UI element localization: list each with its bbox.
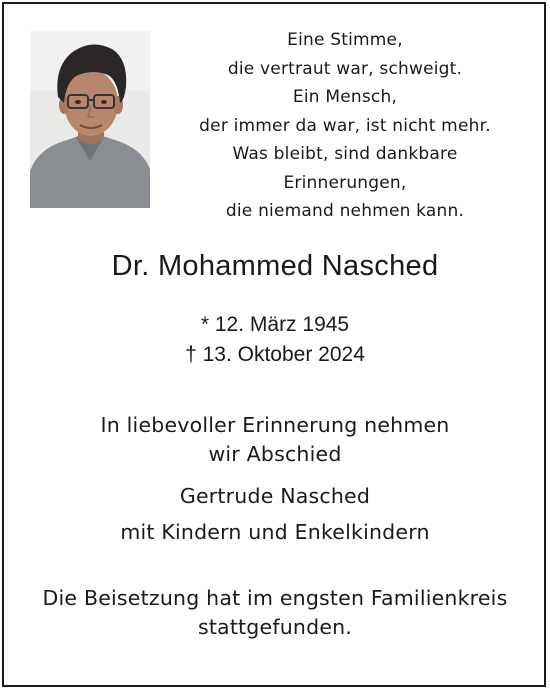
mourner-family (0, 518, 550, 547)
poem (175, 26, 515, 226)
mourner-name (0, 482, 550, 511)
burial-notice (0, 584, 550, 642)
farewell-line: In liebevoller Erinnerung nehmen (100, 413, 450, 437)
deceased-name: Dr. Mohammed Nasched (111, 250, 439, 282)
death-date: † 13. Oktober 2024 (185, 343, 365, 366)
birth-date: * 12. März 1945 (200, 313, 350, 336)
mourner-name-text: Gertrude Nasched (179, 484, 371, 508)
portrait-photo (30, 31, 150, 208)
farewell-text (0, 411, 550, 469)
life-dates (0, 310, 550, 370)
poem-line: die vertraut war, schweigt. (227, 58, 463, 79)
mourner-family-text: mit Kindern und Enkelkindern (120, 520, 430, 544)
poem-line: die niemand nehmen kann. (225, 201, 465, 221)
poem-line: Was bleibt, sind dankbare (232, 144, 458, 164)
poem-line: Eine Stimme, (287, 30, 403, 50)
poem-line: der immer da war, ist nicht mehr. (199, 115, 491, 136)
portrait-photo-icon (30, 31, 150, 208)
poem-line: Ein Mensch, (292, 87, 398, 107)
farewell-line: wir Abschied (208, 442, 342, 466)
burial-line: stattgefunden. (197, 615, 353, 639)
burial-line: Die Beisetzung hat im engsten Familienkreis (42, 586, 508, 610)
poem-line: Erinnerungen, (283, 172, 407, 193)
